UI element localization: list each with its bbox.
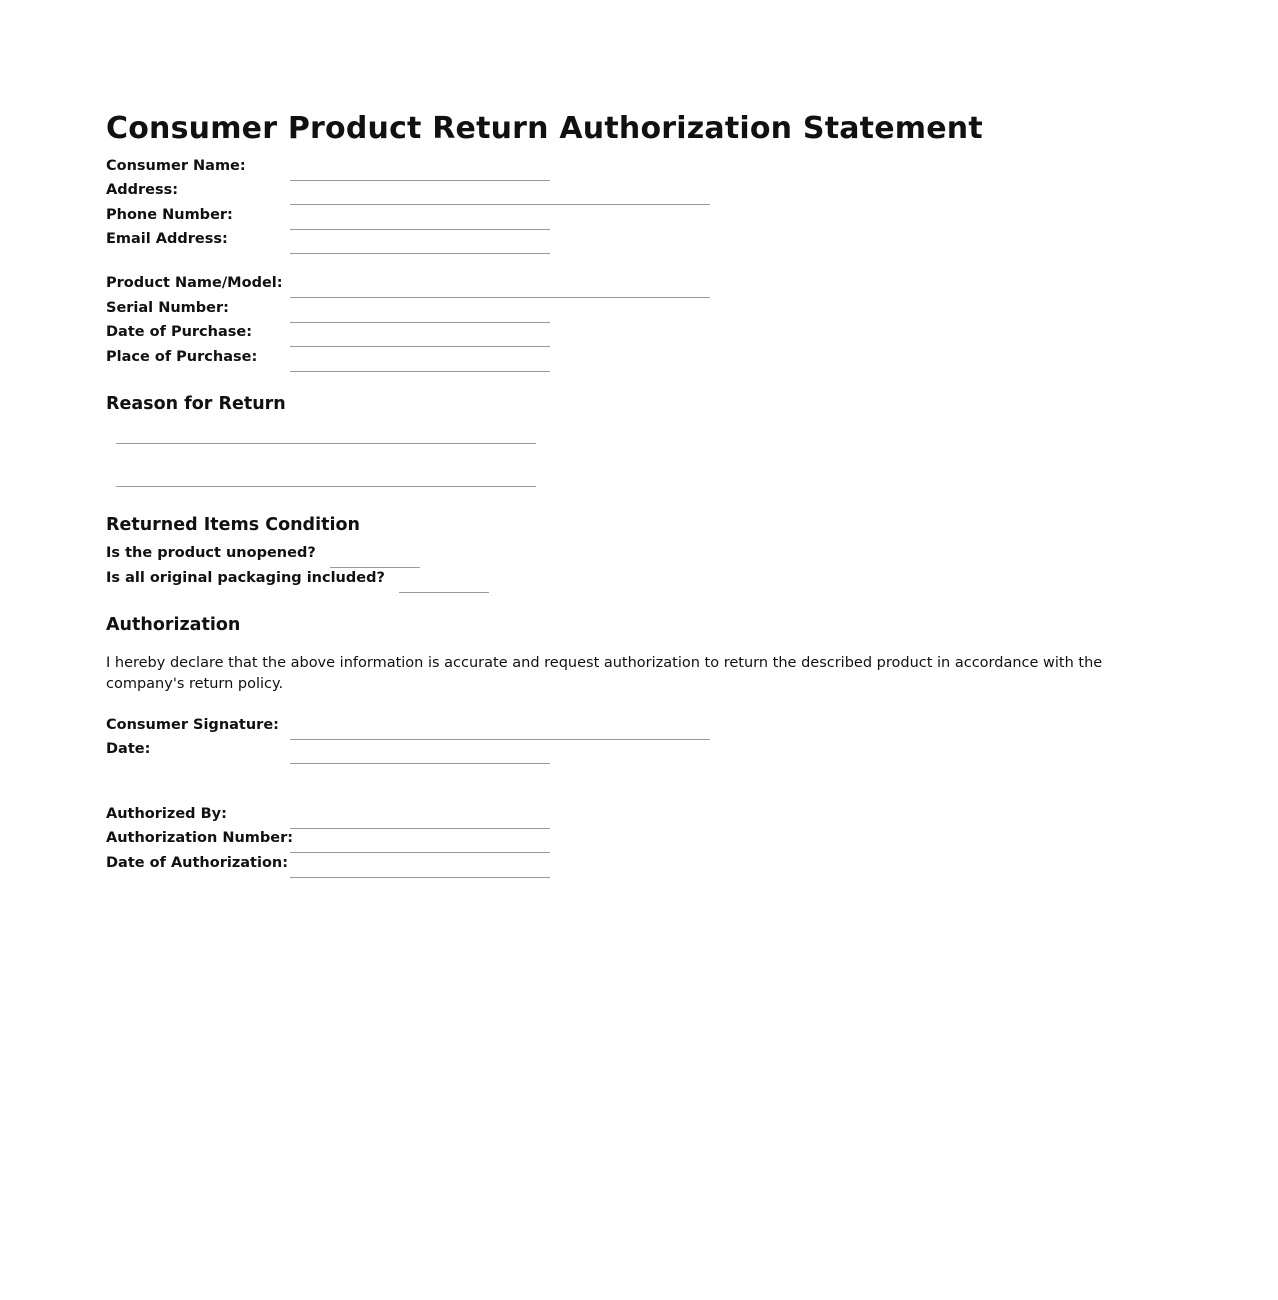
packaging-label: Is all original packaging included?: [106, 569, 385, 586]
purchase-date-label: Date of Purchase:: [106, 324, 253, 341]
authorized-by-label: Authorized By:: [106, 805, 227, 822]
address-label: Address:: [106, 182, 179, 199]
phone-row: [106, 199, 1166, 224]
auth-number-field[interactable]: [290, 852, 550, 853]
reason-section: [106, 393, 1166, 487]
consumer-name-field[interactable]: [290, 180, 550, 181]
page-title: Consumer Product Return Authorization Statement: [106, 111, 983, 146]
email-row: [106, 224, 1166, 249]
consumer-signature-block: [106, 709, 1166, 758]
purchase-date-row: [106, 317, 1166, 342]
product-model-field[interactable]: [290, 297, 710, 298]
serial-number-row: [106, 292, 1166, 317]
address-row: [106, 175, 1166, 200]
condition-heading: Returned Items Condition: [106, 514, 360, 535]
auth-date-row: [106, 847, 1166, 872]
phone-label: Phone Number:: [106, 206, 233, 223]
consumer-name-row: [106, 150, 1166, 175]
reason-line-1[interactable]: [116, 443, 536, 444]
consumer-info-section: [106, 150, 1166, 248]
phone-field[interactable]: [290, 229, 550, 230]
email-label: Email Address:: [106, 231, 228, 248]
packaging-row: [106, 562, 1166, 587]
signature-date-row: [106, 734, 1166, 759]
authorization-heading: Authorization: [106, 614, 241, 635]
reason-line-2[interactable]: [116, 486, 536, 487]
reason-heading: Reason for Return: [106, 393, 286, 414]
unopened-row: [106, 538, 1166, 563]
purchase-place-row: [106, 341, 1166, 366]
signature-date-field[interactable]: [290, 763, 550, 764]
authorized-by-field[interactable]: [290, 828, 550, 829]
authorized-by-row: [106, 798, 1166, 823]
serial-number-label: Serial Number:: [106, 299, 229, 316]
auth-date-field[interactable]: [290, 877, 550, 878]
consumer-name-label: Consumer Name:: [106, 157, 246, 174]
auth-number-row: [106, 823, 1166, 848]
signature-date-label: Date:: [106, 741, 151, 758]
office-section: [106, 798, 1166, 872]
signature-field[interactable]: [290, 739, 710, 740]
declaration-text: I hereby declare that the above information is accurate and request authorization to return the described product in accordance with the company's return policy.: [106, 654, 1103, 692]
signature-label: Consumer Signature:: [106, 716, 279, 733]
product-info-section: [106, 267, 1166, 365]
auth-number-label: Authorization Number:: [106, 830, 294, 847]
purchase-place-field[interactable]: [290, 371, 550, 372]
condition-section: [106, 514, 1166, 587]
product-model-row: [106, 267, 1166, 292]
signature-row: [106, 709, 1166, 734]
address-field[interactable]: [290, 204, 710, 205]
purchase-place-label: Place of Purchase:: [106, 348, 258, 365]
unopened-label: Is the product unopened?: [106, 545, 316, 562]
serial-number-field[interactable]: [290, 322, 550, 323]
packaging-field[interactable]: [399, 592, 489, 593]
auth-date-label: Date of Authorization:: [106, 854, 289, 871]
email-field[interactable]: [290, 253, 550, 254]
product-model-label: Product Name/Model:: [106, 274, 283, 291]
purchase-date-field[interactable]: [290, 346, 550, 347]
authorization-section: [106, 614, 1166, 758]
return-authorization-form: [106, 108, 1166, 872]
